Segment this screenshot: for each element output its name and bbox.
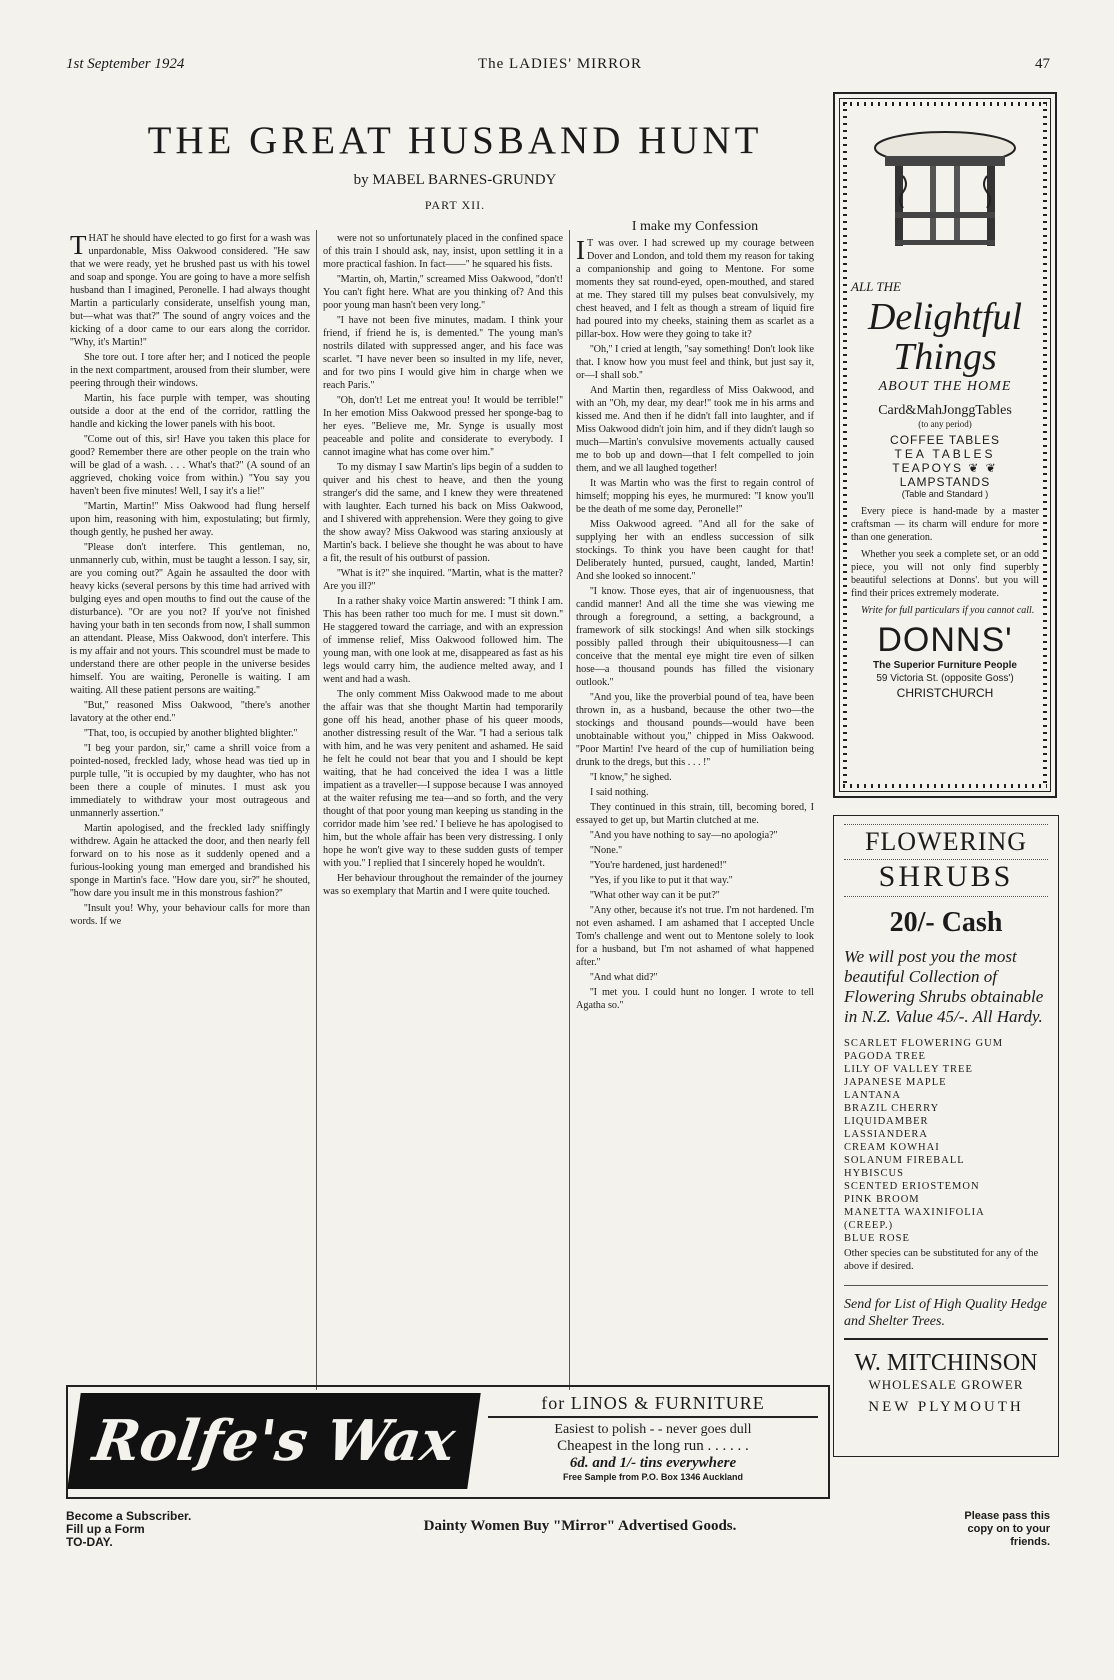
shrubs-price: 20/- Cash [889, 907, 1003, 938]
rolfe-line: 6d. and 1/- tins everywhere [569, 1455, 737, 1471]
article-paragraph: ''I know. Those eyes, that air of ingenuousness, that candid manner! And all the time she was viewing me through a foreground, a setting, a background, a framework of silk stockings! And when silk stockings possibly palled through their ubiquitousness—I can conceive that the mental eye might tire even of silken hose—a thousand pounds has filled the visionary outlook.'' [576, 586, 814, 688]
grower-title: WHOLESALE GROWER [868, 1377, 1024, 1392]
shrubs-heading-2: SHRUBS [844, 860, 1048, 897]
footer-line: friends. [1010, 1536, 1050, 1548]
rolfe-line: Cheapest in the long run . . . . . . [557, 1438, 749, 1454]
rolfe-sample-note: Free Sample from P.O. Box 1346 Auckland [562, 1472, 744, 1482]
magazine-title: The LADIES' MIRROR [477, 56, 643, 72]
ad-headline: Delightful [867, 296, 1023, 338]
footer-line: TO-DAY. [66, 1535, 113, 1549]
shrubs-note: Other species can be substituted for any of the above if desired. [844, 1248, 1039, 1272]
ad-product-heading: Card&MahJonggTables [878, 403, 1012, 418]
grower-name: W. MITCHINSON [844, 1338, 1048, 1377]
chain-border [843, 784, 1047, 788]
ad-paragraph: Every piece is hand-made by a master craftsman — its charm will endure for more than one generation. [851, 506, 1039, 543]
article-paragraph: ''I know,'' he sighed. [590, 772, 672, 783]
plant-item: BLUE ROSE [844, 1233, 910, 1244]
grower-place: NEW PLYMOUTH [868, 1399, 1024, 1415]
rolfes-wax-logo [67, 1393, 480, 1489]
footer-line: Become a Subscriber. [66, 1509, 192, 1523]
footer-line: copy on to your [967, 1523, 1050, 1535]
donns-advertisement [833, 92, 1057, 798]
article-paragraph: I T was over. I had screwed up my courage between Dover and London, and told them my reason for taking a companionship and going to Mentone. For some moments they sat round-eyed, open-mouthed, and stared at me. They stared till my pulses beat convulsively, my chest heaved, and I felt as though a stream of liquid fire had poured into my cheeks, staining them as scarlet as a pillar-box. How were they going to take it? [576, 235, 814, 340]
article-paragraph: ''I beg your pardon, sir,'' came a shrill voice from a pointed-nosed, freckled lady, whose head was tied up in purple tulle, ''it is occupied by my daughter, who has not been there a couple of minutes. I must ask you immediately to withdraw your most outrageous and unmannerly assertion.'' [70, 743, 310, 819]
ad-address: 59 Victoria St. (opposite Goss') [876, 673, 1014, 684]
article-title: THE GREAT HUSBAND HUNT [147, 119, 763, 162]
article-paragraph: ''And you have nothing to say—no apologia?'' [590, 830, 778, 841]
footer-line: Please pass this [964, 1510, 1050, 1522]
plant-item: PINK BROOM [844, 1194, 920, 1205]
ad-product-item: LAMPSTANDS [899, 475, 991, 489]
ad-kicker: ALL THE [851, 279, 901, 294]
article-paragraph: THAT he should have elected to go first for a wash was unpardonable, Miss Oakwood considered. ''He saw that we were ready, yet he brushed past us with his towel and soap and sponge. You are going to have a more selfish husband than I imagined, Peronelle. I had always thought Martin a particularly considerate, unselfish young man, but—what was that?'' The sound of angry voices and the kicking of a door came to our ears along the corridor. ''Why, it's Martin!'' [70, 232, 310, 348]
plant-item: LIQUIDAMBER [844, 1116, 929, 1127]
plant-item: SOLANUM FIREBALL [844, 1155, 965, 1166]
plant-list [844, 1037, 1048, 1245]
article-paragraph: And Martin then, regardless of Miss Oakwood, and with an ''Oh, my dear, my dear!'' took me in his arms and kissed me. And then if he didn't fall into laughter, and if Miss Oakwood didn't join him, and if they didn't laugh so much—Martin's convulsive movements actually caused me to bob up and down—that I felt compelled to join them, and we all laughed together! [576, 385, 814, 474]
article-paragraph: ''I met you. I could hunt no longer. I wrote to tell Agatha so.'' [576, 987, 814, 1011]
article-paragraph: Martin apologised, and the freckled lady sniffingly withdrew. Again he attacked the door, and then nearly fell forward on to his nose as it suddenly opened and a furious-looking young man emerged and brandished his sponge in Martin's face. ''How dare you, sir?'' he shouted, ''how dare you insult me in this monstrous fashion?'' [70, 823, 310, 899]
ad-note: (Table and Standard ) [901, 489, 989, 499]
chain-border [843, 102, 1047, 106]
article-paragraph: Martin, his face purple with temper, was shouting outside a door at the end of the corridor, rattling the handle and kicking the lower panels with his boot. [70, 393, 310, 430]
plant-item: LASSIANDERA [844, 1129, 928, 1140]
article-paragraph: ''Martin, Martin!'' Miss Oakwood had flung herself upon him, reasoning with him, expostulating; but firmly, though gently, he pushed her away. [70, 501, 310, 538]
plant-item: (CREEP.) [844, 1220, 894, 1231]
article-column-2 [323, 232, 563, 1382]
shrubs-send-for: Send for List of High Quality Hedge and Shelter Trees. [844, 1285, 1048, 1330]
column-rule [316, 230, 317, 1390]
article-paragraph: In a rather shaky voice Martin answered: ''I think I am. This has been rather too much for me. I must sit down.'' He staggered toward the carriage, and with an expression of immense relief, Miss Oakwood followed him. The young man, with one look at me, disappeared as fast as his legs would carry him, the audience melted away, and I went and had a wash. [323, 596, 563, 685]
article-paragraph: ''Oh,'' I cried at length, ''say something! Don't look like that. I know how you must feel and think, but just say it, or—I shall sob.'' [576, 344, 814, 381]
article-paragraph: ''What other way can it be put?'' [590, 890, 720, 901]
article-paragraph: ''But,'' reasoned Miss Oakwood, ''there's another lavatory at the other end.'' [70, 700, 310, 724]
article-column-3 [576, 220, 814, 1380]
ad-product-item: COFFEE TABLES [890, 433, 1000, 447]
plant-item: SCARLET FLOWERING GUM [844, 1038, 1004, 1049]
article-paragraph: Her behaviour throughout the remainder of the journey was so exemplary that Martin and I were quite touched. [323, 873, 563, 897]
article-paragraph: The only comment Miss Oakwood made to me about the affair was that she thought Martin had temporarily gone off his head, another phase of his queer moods, another distressing result of the War. ''I had a serious talk with him, and he was very penitent and ashamed. He said he felt he could not bear that you and I should be kept waiting, that he had conceived the idea I was a little impatient as a traveller—I suppose because I was annoyed at the waiter refusing me tea—and so forth, and the very thought of that poor young man keeping us standing in the corridor made him 'see red.' I believe he has apologised to him, but the whole affair has been very distressing. I only hope he won't give way to these sudden gusts of temper with you.'' I replied that I sincerely hoped he wouldn't. [323, 689, 563, 869]
ad-paragraph: Write for full particulars if you cannot call. [861, 605, 1035, 616]
gateleg-table-illustration [870, 116, 1020, 256]
plant-item: CREAM KOWHAI [844, 1142, 940, 1153]
article-part: PART XII. [424, 198, 486, 212]
article-paragraph: To my dismay I saw Martin's lips begin of a sudden to quiver and his chest to heave, and then the young stranger's did the same, and I knew they were threatened with laughter. Each turned his back on Miss Oakwood, and I shivered with apprehension. Were they going to give the show away? Miss Oakwood was staring anxiously at Martin's back. I believe she thought he was about to have a fit, the result of his outburst of passion. [323, 462, 563, 564]
article-paragraph: Miss Oakwood agreed. ''And all for the sake of supplying her with an endless succession of silk stockings. To think you have been caught for that! Deliberately hunted, pursued, caught, landed, Martin! And she looked so innocent.'' [576, 519, 814, 582]
page-number: 47 [1035, 56, 1050, 72]
plant-item: MANETTA WAXINIFOLIA [844, 1207, 985, 1218]
ad-body [851, 505, 1039, 617]
drop-cap: I [576, 235, 585, 265]
footer-line: Fill up a Form [66, 1522, 145, 1536]
article-paragraph: ''Come out of this, sir! Have you taken this place for good? Remember there are other people on the train who will be glad of a wash. . . . What's that?'' (A sound of an aggrieved, choking voice from within.) ''You say you haven't been five minutes! Well, I say it's a lie!'' [70, 434, 310, 497]
ad-paragraph: Whether you seek a complete set, or an odd piece, you will not only find superbly beautiful selections at Donns'. but you will find their prices extremely moderate. [851, 549, 1039, 599]
article-column-1 [70, 232, 310, 1382]
article-paragraph: ''Yes, if you like to put it that way.'' [590, 875, 733, 886]
ad-product-item: TEAPOYS ❦ ❦ [892, 461, 998, 475]
ad-brand-name: DONNS' [877, 621, 1013, 659]
shrubs-advertisement [833, 815, 1059, 1457]
article-paragraph: ''None.'' [590, 845, 622, 856]
plant-item: HYBISCUS [844, 1168, 904, 1179]
ad-city: CHRISTCHURCH [896, 686, 994, 700]
shrubs-heading-1: FLOWERING [844, 824, 1048, 860]
ad-subhead: ABOUT THE HOME [878, 379, 1012, 394]
footer-slogan: Dainty Women Buy "Mirror" Advertised Goods. [423, 1518, 737, 1534]
ad-tagline: The Superior Furniture People [873, 660, 1017, 671]
plant-item: BRAZIL CHERRY [844, 1103, 940, 1114]
article-paragraph: ''That, too, is occupied by another blighted blighter.'' [84, 728, 298, 739]
ad-headline-2: Things [893, 336, 997, 378]
plant-item: PAGODA TREE [844, 1051, 926, 1062]
footer-pass-on [930, 1510, 1050, 1549]
rolfe-headline: for LINOS & FURNITURE [488, 1393, 818, 1418]
article-paragraph: were not so unfortunately placed in the confined space of this train I should ask, nay, insist, upon settling it in a more practical fashion. In fact——'' he squared his fists. [323, 233, 563, 270]
article-paragraph: She tore out. I tore after her; and I noticed the people in the next compartment, aroused from their slumber, were peering through their windows. [70, 352, 310, 389]
article-paragraph: ''Oh, don't! Let me entreat you! It would be terrible!'' In her emotion Miss Oakwood pressed her sponge-bag to her eyes. ''Believe me, Mr. Synge is usually most peaceable and polite and considerate to everybody. I cannot imagine what has come over him.'' [323, 395, 563, 458]
shrubs-intro: We will post you the most beautiful Collection of Flowering Shrubs obtainable in N.Z. Value 45/-. All Hardy. [844, 947, 1044, 1026]
logo-text: Rolfe's Wax [88, 1408, 460, 1474]
article-paragraph: I said nothing. [590, 787, 649, 798]
plant-item: JAPANESE MAPLE [844, 1077, 947, 1088]
article-paragraph: ''Insult you! Why, your behaviour calls for more than words. If we [70, 903, 310, 927]
ad-product-item: TEA TABLES [894, 447, 996, 461]
article-paragraph: ''Please don't interfere. This gentleman, no, unmannerly cub, within, must be taught a lesson. I say, sir, are you coming out?'' Again he assaulted the door with heavy kicks (several persons by this time had arrived with bulging eyes and open mouths to find out the cause of the disturbance). ''Or are you not? If you've not finished having your bath in ten seconds from now, I shall summon an attendant. Please, Miss Oakwood, don't interfere. This is my affair and not yours. This scoundrel must be made to understand there are other people in the universe besides himself. You are waiting, Peronelle is waiting. I am waiting. All these patient persons are waiting.'' [70, 542, 310, 696]
footer-subscribe [66, 1510, 191, 1549]
article-byline: by MABEL BARNES-GRUNDY [353, 172, 557, 188]
article-paragraph: ''You're hardened, just hardened!'' [590, 860, 727, 871]
rolfe-line: Easiest to polish - - never goes dull [554, 1422, 752, 1437]
article-paragraph: ''I have not been five minutes, madam. I think your friend, if friend he is, is demented.'' The young man's nostrils dilated with suppressed anger, and his face was scarlet. ''I have never been so insulted in my life, never, and for two pins I would give him in charge when we reach Paris.'' [323, 315, 563, 391]
article-paragraph: ''And you, like the proverbial pound of tea, have been thrown in, as a husband, because the other two—the stockings and thousand pounds—would have been unobtainable without you,'' chipped in Miss Oakwood. ''Poor Martin! I've heard of the cup of humiliation being drunk to the dregs, but this . . . !'' [576, 692, 814, 768]
plant-item: LANTANA [844, 1090, 901, 1101]
issue-date: 1st September 1924 [66, 56, 185, 72]
article-paragraph: It was Martin who was the first to regain control of himself; mopping his eyes, he murmured: ''I know you'll be the death of me some day, Peronelle!'' [576, 478, 814, 515]
article-paragraph: ''Martin, oh, Martin,'' screamed Miss Oakwood, ''don't! You can't fight here. What are you thinking of? And this poor young man hasn't been very long.'' [323, 274, 563, 311]
column-3-body [576, 237, 814, 1012]
column-rule [569, 230, 570, 1390]
ad-product-list [851, 433, 1039, 489]
plant-item: LILY OF VALLEY TREE [844, 1064, 973, 1075]
rolfes-wax-advertisement [66, 1385, 830, 1499]
chain-border [1043, 102, 1047, 788]
article-paragraph: ''What is it?'' she inquired. ''Martin, what is the matter? Are you ill?'' [323, 568, 563, 592]
article-paragraph: ''Any other, because it's not true. I'm not hardened. I'm not even ashamed. I am ashamed that I accepted Uncle Tom's challenge and went out to Mentone solely to look for a husband, but I'm not ashamed of what happened after.'' [576, 905, 814, 968]
article-paragraph: ''And what did?'' [590, 972, 658, 983]
drop-cap: T [70, 232, 87, 260]
section-heading: I make my Confession [631, 220, 759, 234]
plant-item: SCENTED ERIOSTEMON [844, 1181, 980, 1192]
ad-note: (to any period) [918, 419, 972, 429]
article-paragraph: They continued in this strain, till, becoming bored, I essayed to get up, but Martin clutched at me. [576, 802, 814, 826]
chain-border [843, 102, 847, 788]
